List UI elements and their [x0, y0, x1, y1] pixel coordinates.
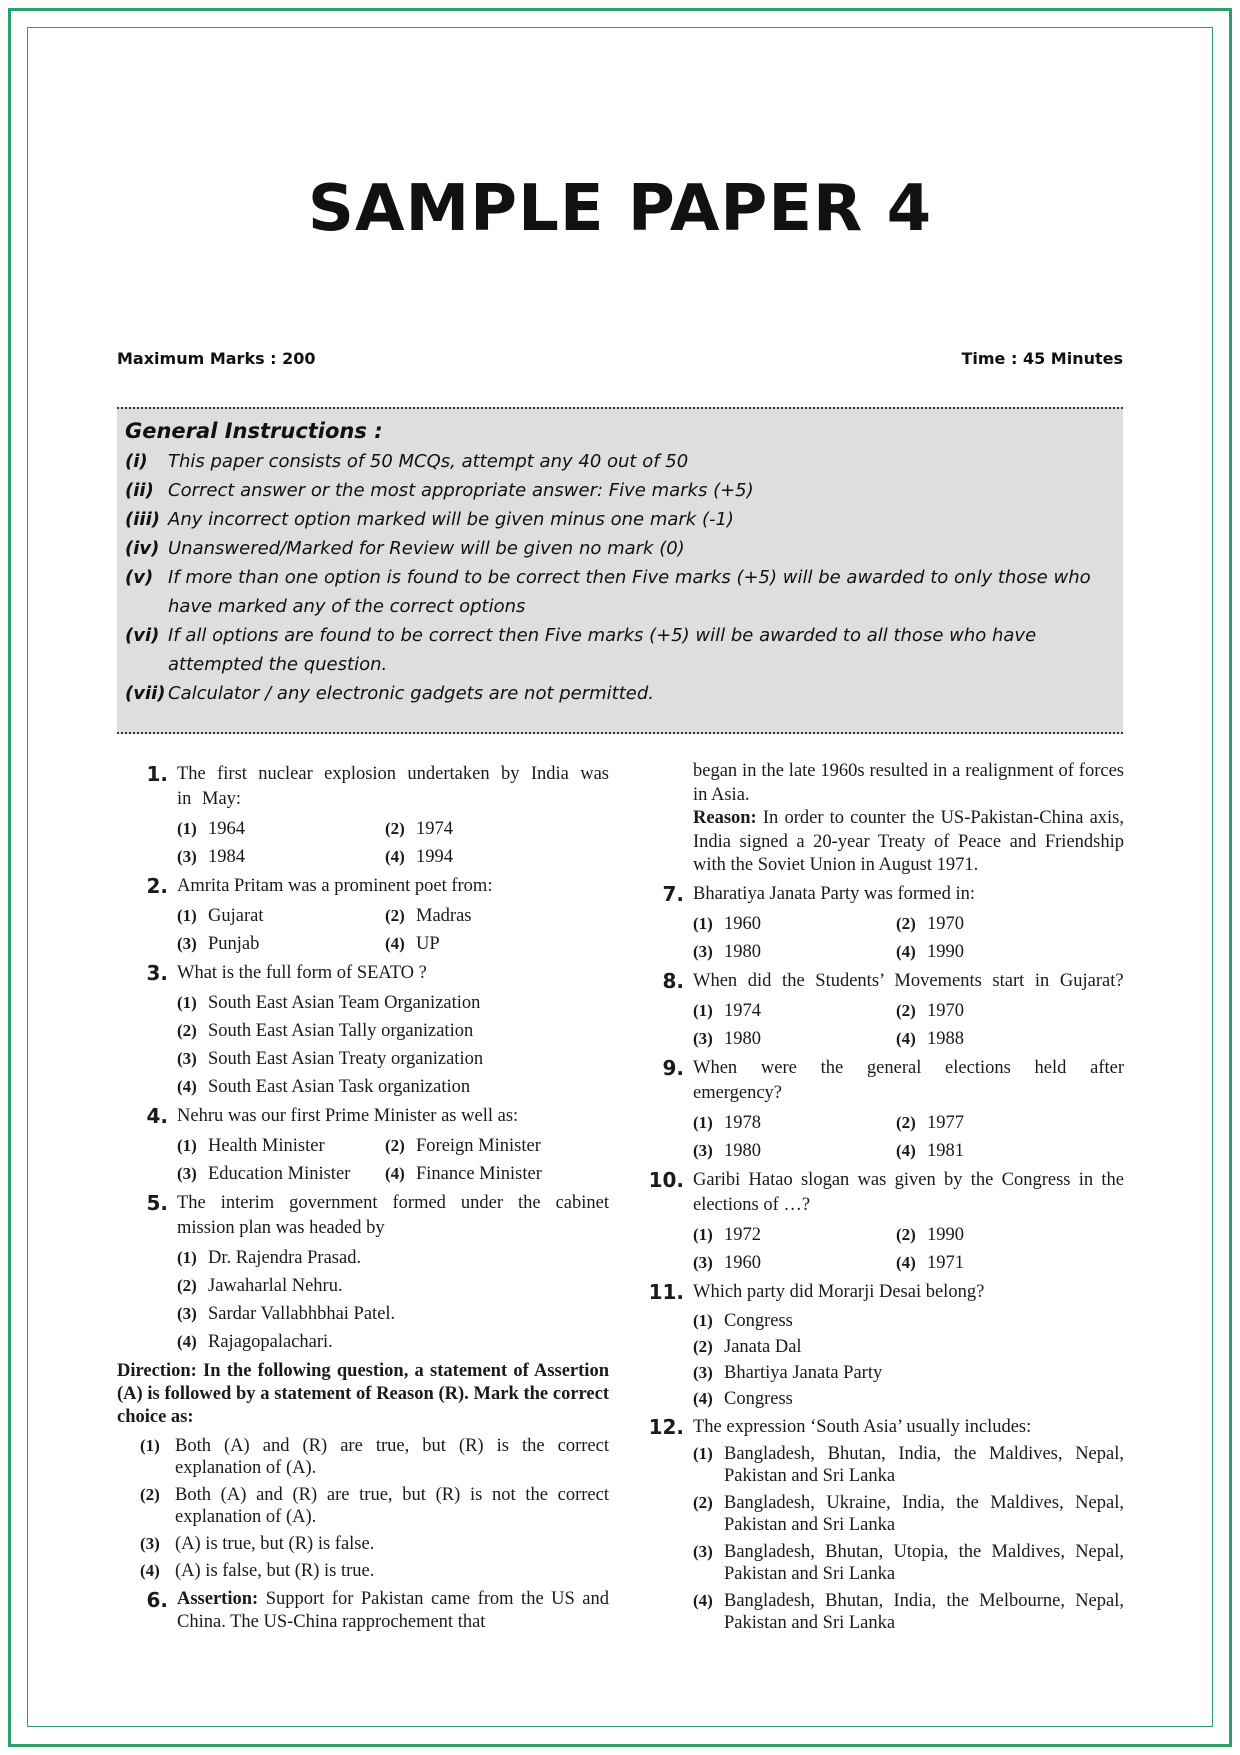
options-q7 — [693, 910, 1124, 966]
instruction-text: Calculator / any electronic gadgets are not permitted. — [168, 683, 655, 704]
option-label: (1) — [177, 1136, 197, 1155]
option — [177, 1017, 609, 1045]
option-text: 1978 — [724, 1112, 761, 1133]
question-text: When did the Students’ Movements start in Gujarat? — [693, 970, 1124, 991]
option-text: Rajagopalachari. — [208, 1332, 333, 1352]
option-text: 1970 — [927, 913, 964, 934]
option — [896, 1221, 1124, 1249]
option — [693, 1443, 1124, 1487]
option — [140, 1533, 609, 1555]
option-label: (3) — [693, 1362, 713, 1382]
option — [177, 1244, 609, 1272]
option-text: Gujarat — [208, 906, 264, 926]
option-label: (4) — [177, 1332, 197, 1351]
option — [693, 1249, 896, 1277]
option-text: Bangladesh, Ukraine, India, the Maldives, Nepal, Pakistan and Sri Lanka — [724, 1492, 1124, 1535]
instructions-heading: General Instructions : — [125, 419, 383, 443]
option — [693, 1334, 1124, 1360]
option-text: UP — [416, 934, 440, 954]
marks-time-row — [117, 349, 1123, 368]
question-text: Which party did Morarji Desai belong? — [693, 1281, 985, 1302]
option-text: 1980 — [724, 941, 761, 962]
option — [385, 843, 609, 871]
option-text: Bhartiya Janata Party — [724, 1362, 883, 1383]
instruction-number: (v) — [125, 567, 154, 588]
option-label: (4) — [385, 1164, 405, 1183]
option — [896, 1025, 1124, 1053]
question-number: 9. — [662, 1055, 684, 1080]
question-text: What is the full form of SEATO ? — [177, 963, 427, 983]
option-label: (2) — [177, 1276, 197, 1295]
option — [385, 1132, 609, 1160]
option-text: Congress — [724, 1388, 793, 1409]
option-text: 1974 — [724, 1000, 761, 1021]
assertion-reason-direction: Direction: In the following question, a statement of Assertion (A) is followed by a statement of Reason (R). Mark the correct choice as: — [117, 1361, 609, 1427]
option — [177, 1272, 609, 1300]
option — [693, 1492, 1124, 1536]
instruction-number: (ii) — [125, 480, 154, 501]
option-label: (1) — [693, 1443, 713, 1463]
option-text: Both (A) and (R) are true, but (R) is not the correct explanation of (A). — [175, 1485, 609, 1527]
option — [385, 902, 609, 930]
option-text: (A) is false, but (R) is true. — [175, 1561, 375, 1581]
option — [693, 1590, 1124, 1634]
question-number: 3. — [146, 961, 168, 985]
option-label: (2) — [140, 1485, 160, 1504]
option-text: Punjab — [208, 934, 260, 954]
instruction-text: Unanswered/Marked for Review will be given no mark (0) — [168, 538, 685, 559]
option-label: (1) — [693, 913, 713, 933]
option-text: Madras — [416, 906, 472, 926]
option — [385, 1160, 609, 1188]
question-text: When were the general elections held after emergency? — [693, 1057, 1124, 1103]
instruction-item — [125, 534, 1115, 563]
option — [177, 1073, 609, 1101]
option-text: 1988 — [927, 1028, 964, 1049]
option-label: (3) — [693, 1028, 713, 1048]
option-label: (2) — [385, 906, 405, 925]
option-label: (1) — [177, 993, 197, 1012]
question-6-continued — [693, 760, 1124, 878]
option-text: Jawaharlal Nehru. — [208, 1276, 343, 1296]
option-label: (1) — [140, 1436, 160, 1455]
option — [177, 902, 385, 930]
question-8 — [642, 969, 1124, 994]
option — [177, 930, 385, 958]
option-label: (1) — [693, 1224, 713, 1244]
question-number: 5. — [146, 1191, 168, 1215]
question-text: Nehru was our first Prime Minister as well as: — [177, 1106, 519, 1126]
direction-options — [140, 1435, 609, 1582]
option-text: Health Minister — [208, 1136, 325, 1156]
question-text: Bharatiya Janata Party was formed in: — [693, 883, 976, 904]
instruction-item — [125, 621, 1115, 679]
option — [896, 1109, 1124, 1137]
option-label: (3) — [693, 941, 713, 961]
option — [896, 910, 1124, 938]
option-label: (1) — [177, 906, 197, 925]
options-q9 — [693, 1109, 1124, 1165]
assertion-label: Assertion: — [177, 1589, 259, 1609]
option-label: (2) — [896, 1224, 916, 1244]
option — [385, 815, 609, 843]
option-text: Foreign Minister — [416, 1136, 541, 1156]
option — [693, 1541, 1124, 1585]
question-2 — [117, 874, 609, 899]
option — [693, 1386, 1124, 1412]
question-number: 4. — [146, 1104, 168, 1128]
option-label: (1) — [177, 819, 197, 838]
instruction-text: If all options are found to be correct then Five marks (+5) will be awarded to all those who have attempted the question. — [168, 625, 1037, 675]
option-label: (2) — [693, 1336, 713, 1356]
option-label: (4) — [896, 941, 916, 961]
options-q3 — [177, 989, 609, 1101]
option-text: 1972 — [724, 1224, 761, 1245]
option — [896, 938, 1124, 966]
option-label: (2) — [896, 1112, 916, 1132]
option — [693, 910, 896, 938]
options-q11 — [693, 1308, 1124, 1412]
option-label: (4) — [896, 1028, 916, 1048]
option-label: (4) — [693, 1590, 713, 1610]
instruction-number: (iv) — [125, 538, 160, 559]
question-number: 1. — [146, 762, 168, 786]
option-text: 1990 — [927, 1224, 964, 1245]
question-number: 8. — [662, 968, 684, 993]
instruction-item — [125, 447, 1115, 476]
time-limit: Time : 45 Minutes — [961, 349, 1123, 368]
option-label: (3) — [693, 1140, 713, 1160]
option-label: (3) — [177, 847, 197, 866]
instruction-item — [125, 563, 1115, 621]
option-label: (2) — [385, 819, 405, 838]
reason-text: In order to counter the US-Pakistan-China axis, India signed a 20-year Treaty of Peace and Friendship with the Soviet Union in August 1971. — [693, 808, 1124, 875]
option — [693, 1137, 896, 1165]
option-label: (2) — [896, 1000, 916, 1020]
option-label: (4) — [385, 934, 405, 953]
instruction-number: (iii) — [125, 509, 160, 530]
option-label: (3) — [177, 1164, 197, 1183]
option — [177, 989, 609, 1017]
option-text: 1990 — [927, 941, 964, 962]
option-text: 1980 — [724, 1028, 761, 1049]
options-q1 — [177, 815, 609, 871]
option-text: 1980 — [724, 1140, 761, 1161]
maximum-marks: Maximum Marks : 200 — [117, 349, 316, 368]
option — [177, 1132, 385, 1160]
instruction-text: This paper consists of 50 MCQs, attempt any 40 out of 50 — [168, 451, 689, 472]
option-label: (2) — [177, 1021, 197, 1040]
option-text: 1960 — [724, 1252, 761, 1273]
option-label: (2) — [896, 913, 916, 933]
option-label: (4) — [140, 1561, 160, 1580]
option-label: (4) — [177, 1077, 197, 1096]
option-label: (4) — [385, 847, 405, 866]
question-text: Amrita Pritam was a prominent poet from: — [177, 876, 493, 896]
question-number: 10. — [648, 1167, 684, 1192]
page-title: SAMPLE PAPER 4 — [307, 172, 933, 246]
option-text: South East Asian Team Organization — [208, 993, 481, 1013]
option-text: Bangladesh, Bhutan, India, the Maldives, Nepal, Pakistan and Sri Lanka — [724, 1443, 1124, 1486]
question-text: The expression ‘South Asia’ usually includes: — [693, 1416, 1032, 1437]
option-label: (4) — [693, 1388, 713, 1408]
instruction-item — [125, 679, 1115, 708]
option-text: Bangladesh, Bhutan, India, the Melbourne, Nepal, Pakistan and Sri Lanka — [724, 1590, 1124, 1633]
option-text: 1970 — [927, 1000, 964, 1021]
option-text: Dr. Rajendra Prasad. — [208, 1248, 362, 1268]
question-3 — [117, 961, 609, 986]
options-q10 — [693, 1221, 1124, 1277]
option — [177, 1328, 609, 1356]
question-1 — [117, 762, 609, 812]
question-6 — [117, 1588, 609, 1634]
question-10 — [642, 1168, 1124, 1218]
option-text: Education Minister — [208, 1164, 351, 1184]
options-q12 — [693, 1443, 1124, 1634]
option — [140, 1560, 609, 1582]
question-number: 12. — [648, 1414, 684, 1439]
reason-label: Reason: — [693, 808, 757, 828]
option — [693, 1109, 896, 1137]
instruction-number: (vii) — [125, 683, 166, 704]
option-text: South East Asian Treaty organization — [208, 1049, 484, 1069]
option — [177, 1045, 609, 1073]
option-label: (3) — [140, 1534, 160, 1553]
option-text: Sardar Vallabhbhai Patel. — [208, 1304, 396, 1324]
options-q4 — [177, 1132, 609, 1188]
option-text: (A) is true, but (R) is false. — [175, 1534, 375, 1554]
option — [693, 938, 896, 966]
question-9 — [642, 1056, 1124, 1106]
option — [177, 815, 385, 843]
option-label: (1) — [693, 1000, 713, 1020]
option-text: 1994 — [416, 847, 453, 867]
option-text: Finance Minister — [416, 1164, 542, 1184]
option-label: (2) — [385, 1136, 405, 1155]
option-text: Janata Dal — [724, 1336, 802, 1357]
option-text: 1977 — [927, 1112, 964, 1133]
option-text: 1960 — [724, 913, 761, 934]
option — [693, 997, 896, 1025]
option — [693, 1308, 1124, 1334]
option — [140, 1435, 609, 1479]
option-label: (3) — [177, 1304, 197, 1323]
option-label: (3) — [177, 934, 197, 953]
right-column — [642, 760, 1124, 1639]
question-12 — [642, 1415, 1124, 1440]
option-text: Bangladesh, Bhutan, Utopia, the Maldives, Nepal, Pakistan and Sri Lanka — [724, 1541, 1124, 1584]
option-text: 1971 — [927, 1252, 964, 1273]
option — [896, 1249, 1124, 1277]
question-11 — [642, 1280, 1124, 1305]
instruction-number: (vi) — [125, 625, 160, 646]
option-label: (3) — [693, 1252, 713, 1272]
option — [177, 843, 385, 871]
instruction-text: If more than one option is found to be correct then Five marks (+5) will be awarded to only those who have marked any of the correct options — [168, 567, 1091, 617]
option — [896, 997, 1124, 1025]
question-number: 7. — [662, 881, 684, 906]
question-text — [177, 1588, 609, 1634]
option — [385, 930, 609, 958]
option-label: (4) — [896, 1140, 916, 1160]
question-number: 6. — [146, 1588, 168, 1612]
general-instructions — [117, 407, 1123, 734]
instruction-number: (i) — [125, 451, 148, 472]
option — [177, 1160, 385, 1188]
option-label: (1) — [693, 1310, 713, 1330]
option — [693, 1025, 896, 1053]
options-q8 — [693, 997, 1124, 1053]
assertion-text-part1: Support for Pakistan came from the US and China. The US-China rapprochement that — [177, 1589, 610, 1632]
option-label: (1) — [693, 1112, 713, 1132]
instruction-item — [125, 505, 1115, 534]
question-number: 2. — [146, 874, 168, 898]
option-label: (4) — [896, 1252, 916, 1272]
option-label: (2) — [693, 1492, 713, 1512]
option-text: Both (A) and (R) are true, but (R) is the correct explanation of (A). — [175, 1436, 609, 1478]
option-label: (1) — [177, 1248, 197, 1267]
option-label: (3) — [177, 1049, 197, 1068]
question-5 — [117, 1191, 609, 1241]
assertion-text-part2: began in the late 1960s resulted in a realignment of forces in Asia. — [693, 761, 1124, 805]
question-text: Garibi Hatao slogan was given by the Congress in the elections of …? — [693, 1169, 1124, 1215]
options-q5 — [177, 1244, 609, 1356]
instruction-text: Any incorrect option marked will be given minus one mark (-1) — [168, 509, 734, 530]
option-text: South East Asian Tally organization — [208, 1021, 474, 1041]
question-text: The first nuclear explosion undertaken by India was in May: — [177, 764, 609, 809]
instruction-item — [125, 476, 1115, 505]
option — [177, 1300, 609, 1328]
question-7 — [642, 882, 1124, 907]
option — [896, 1137, 1124, 1165]
left-column — [117, 762, 609, 1637]
option-text: 1974 — [416, 819, 453, 839]
question-number: 11. — [648, 1279, 684, 1304]
option-text: 1984 — [208, 847, 245, 867]
option-text: Congress — [724, 1310, 793, 1331]
option-text: 1981 — [927, 1140, 964, 1161]
option-text: South East Asian Task organization — [208, 1077, 471, 1097]
question-text: The interim government formed under the cabinet mission plan was headed by — [177, 1193, 609, 1238]
option — [693, 1221, 896, 1249]
option-text: 1964 — [208, 819, 245, 839]
instruction-text: Correct answer or the most appropriate answer: Five marks (+5) — [168, 480, 754, 501]
option — [693, 1360, 1124, 1386]
option — [140, 1484, 609, 1528]
option-label: (3) — [693, 1541, 713, 1561]
options-q2 — [177, 902, 609, 958]
question-4 — [117, 1104, 609, 1129]
